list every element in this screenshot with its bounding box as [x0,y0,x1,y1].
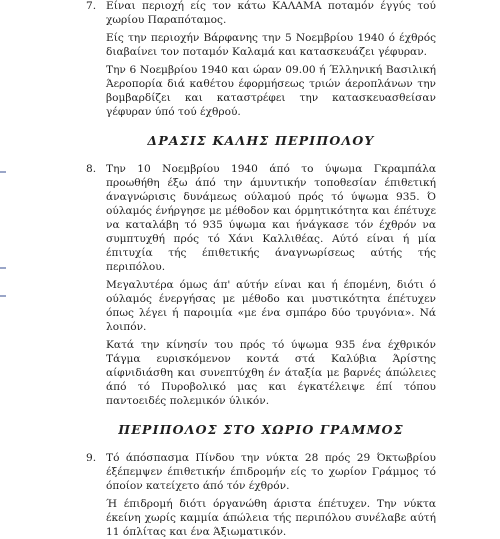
section-heading: ΔΡΑΣΙΣ ΚΑΛΗΣ ΠΕΡΙΠΟΛΟΥ [147,133,375,148]
item-9 [86,451,500,539]
paragraph: Τό άπόσπασμα Πίνδου την νύκτα 28 πρός 29 Όκτωβρίου έξέπεμψεν έπιθετικήν έπιδρομήν είς το χωρίον Γράμμος τό όποίον κατείχετο άπό τόν έχθρόν. [106,452,436,492]
paragraph: Ή έπιδρομή διότι όργανώθη άριστα έπέτυχεν. Την νύκτα έκείνη χωρίς καμμία άπώλεια τής περιπόλου συνέλαβε αύτή 11 όπλίτας και ένα Άξιωματικόν. [106,498,436,538]
edge-mark [0,295,6,297]
edge-mark [0,267,6,269]
paragraph: Είναι περιοχή είς τον κάτω ΚΑΛΑΜΑ ποταμόν έγγύς τού χωρίου Παραπόταμος. [106,0,436,26]
paragraph: Μεγαλυτέρα όμως άπ' αύτήν είναι και ή έπομένη, διότι ό ούλαμός ένεργήσας με μέθοδο και μυστικότητα έπέτυχεν όπως λέγει ή παροιμία «με ένα σμπάρο δύο τρυγόνια». Νά λοιπόν. [106,279,436,333]
item-7 [86,0,500,119]
item-number: 8. [86,163,97,175]
item-number: 9. [86,452,97,464]
paragraph: Είς την περιοχήν Βάρφανης την 5 Νοεμβρίου 1940 ό έχθρός διαβαίνει τον ποταμόν Καλαμά και κατασκευάζει γέφυραν. [106,32,436,58]
paragraph: Κατά την κίνησίν του πρός τό ύψωμα 935 ένα έχθρικόν Τάγμα ευρισκόμενον κοντά στά Καλύβια Άρίστης αίφνιδιάσθη και συνεπτύχθη έν άταξία με βαρνές άπώλειες άπό τό Πυροβολικό μας και έγκατέλειψε έπί τόπου παντοειδές πολεμικόν ύλικόν. [106,339,436,407]
section-heading: ΠΕΡΙΠΟΛΟΣ ΣΤΟ ΧΩΡΙΟ ΓΡΑΜΜΟΣ [118,422,404,437]
item-8 [86,162,500,408]
paragraph: Την 6 Νοεμβρίου 1940 και ώραν 09.00 ή Έλληνική Βασιλική Άεροπορία διά καθέτου έφορμήσεως τριών άεροπλάνων την βομβαρδίζει και καταστρέφει την κατασκευασθείσαν γέφυραν ύπό τού έχθρού. [106,64,436,118]
paragraph: Την 10 Νοεμβρίου 1940 άπό το ύψωμα Γκραμπάλα προωθήθη έξω άπό την άμυντικήν τοποθεσίαν έπιθετική άναγνώρισις δυνάμεως ούλαμού πρός τό ύψωμα 935. Ό ούλαμός ένήργησε με μέθοδον και όρμητικότητα και έπέτυχε να καταλάβη τό 935 ύψωμα και ήνάγκασε τόν έχθρόν να συμπτυχθή πρός τό Χάνι Καλλιθέας. Αύτό είναι ή μία έπιτυχία τής έπιθετικής άναγνωρίσεως αύτής τής περιπόλου. [106,163,436,273]
item-number: 7. [86,0,97,12]
edge-mark [0,171,6,173]
